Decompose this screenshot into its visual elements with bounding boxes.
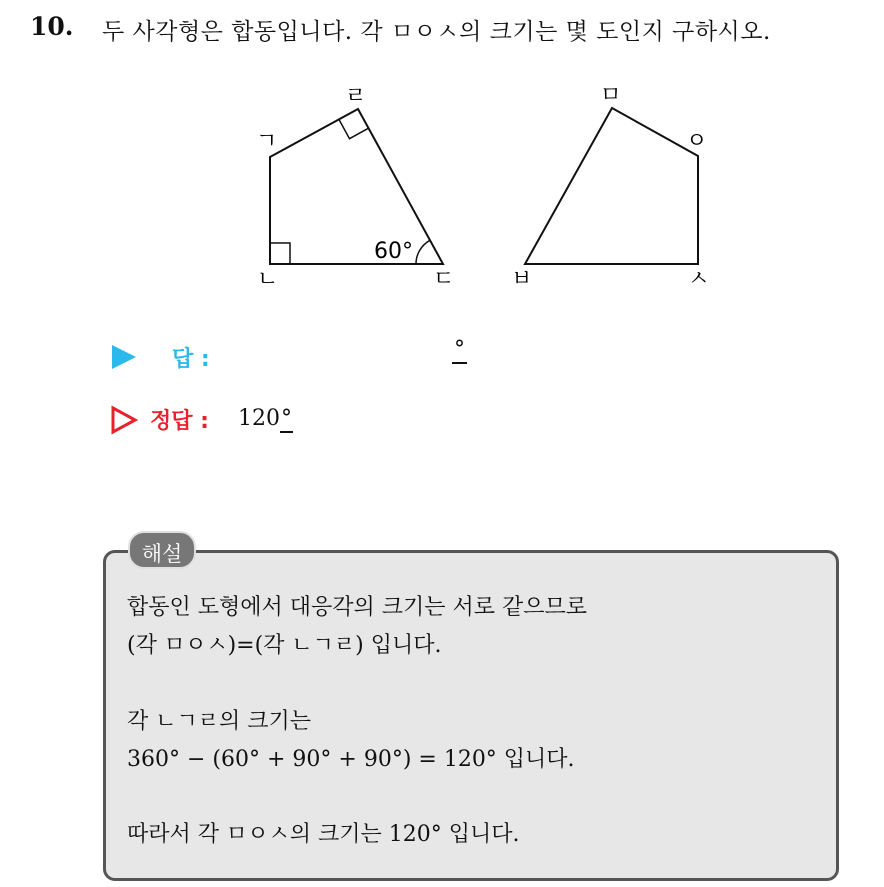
congruent-quadrilaterals-figure	[0, 0, 884, 320]
explanation-tab-label: 해설	[141, 542, 183, 566]
vertex-label-mieum: ㅁ	[600, 83, 622, 108]
vertex-label-rieul: ㄹ	[345, 84, 367, 109]
answer-row	[108, 337, 528, 376]
play-arrow-icon	[112, 345, 136, 369]
vertex-label-ieung: ㅇ	[686, 129, 708, 154]
vertex-label-giyeok: ㄱ	[256, 129, 278, 154]
angle-arc	[416, 240, 430, 264]
explanation-line-2: (각 ㅁㅇㅅ)=(각 ㄴㄱㄹ) 입니다.	[127, 633, 442, 658]
right-angle-mark-r	[339, 120, 369, 139]
explanation-line-5: 따라서 각 ㅁㅇㅅ의 크기는 120° 입니다.	[127, 822, 520, 847]
right-angle-mark-l	[270, 243, 290, 264]
explanation-tab	[128, 531, 196, 569]
vertex-label-nieun: ㄴ	[257, 267, 279, 292]
angle-label: 60°	[374, 239, 413, 264]
vertex-label-bieup: ㅂ	[511, 267, 533, 292]
explanation-line-4: 360° − (60° + 90° + 90°) = 120° 입니다.	[127, 747, 575, 772]
right-quadrilateral	[511, 83, 709, 292]
correct-value-unit: °	[281, 406, 292, 431]
correct-answer-label: 정답 :	[150, 409, 209, 434]
vertex-label-siot: ㅅ	[688, 267, 710, 292]
vertex-label-digeut: ㄷ	[433, 267, 455, 292]
question-number: 10.	[30, 12, 74, 41]
question-text: 두 사각형은 합동입니다. 각 ㅁㅇㅅ의 크기는 몇 도인지 구하시오.	[102, 19, 771, 45]
correct-answer-value	[238, 406, 293, 431]
answer-unit: °	[454, 337, 465, 362]
answer-label: 답 :	[172, 347, 210, 372]
outline-arrow-icon	[110, 405, 138, 435]
explanation-line-1: 합동인 도형에서 대응각의 크기는 서로 같으므로	[127, 595, 588, 620]
correct-answer-row	[108, 402, 528, 438]
explanation-line-3: 각 ㄴㄱㄹ의 크기는	[127, 709, 312, 734]
correct-value-number: 120	[238, 406, 280, 431]
left-quadrilateral	[256, 84, 454, 292]
